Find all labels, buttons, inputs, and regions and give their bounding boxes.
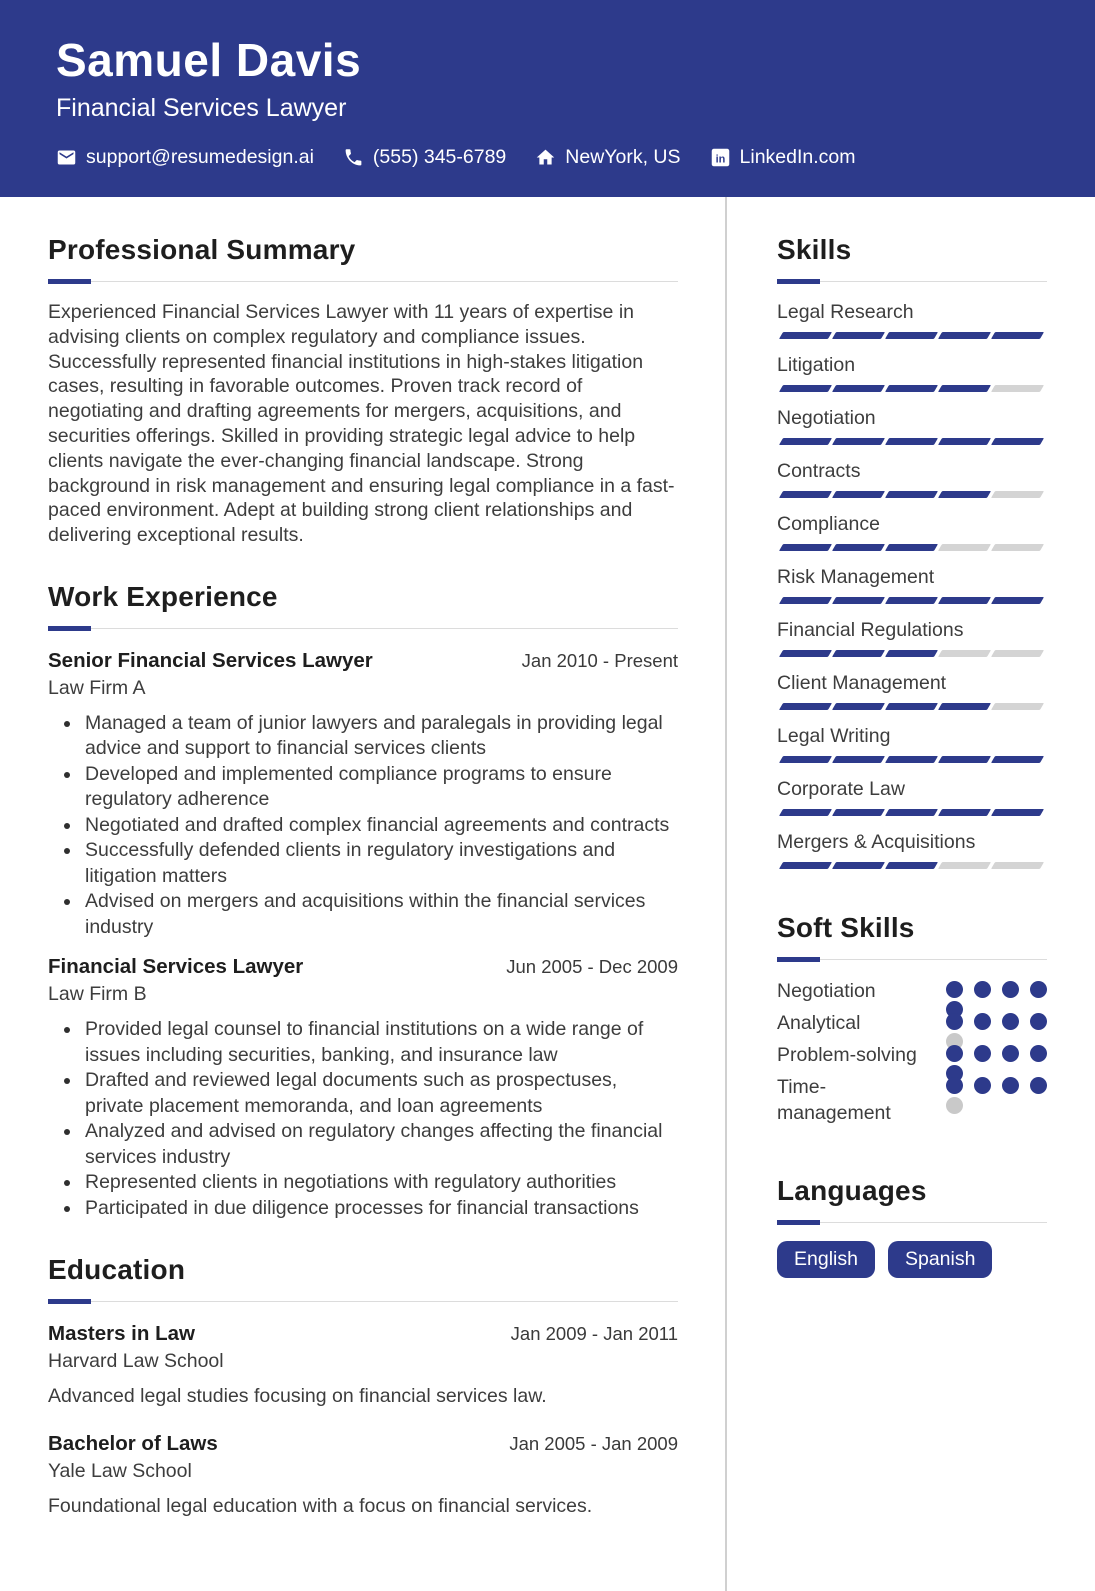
skill-bar-segment (832, 756, 885, 763)
email-icon (56, 147, 77, 168)
job-bullet: Advised on mergers and acquisitions within the financial services industry (85, 889, 678, 940)
skills-heading: Skills (777, 234, 852, 265)
job-bullet: Managed a team of junior lawyers and paralegals in providing legal advice and support to financial services clients (85, 711, 678, 762)
skill-bar-segment (938, 438, 991, 445)
skill-bar (777, 332, 1047, 339)
skill-bar-segment (779, 650, 832, 657)
education-description: Advanced legal studies focusing on financial services law. (48, 1385, 547, 1408)
skill-bar (777, 703, 1047, 710)
skill-bar-segment (991, 597, 1044, 604)
skill-bar-segment (885, 491, 938, 498)
rating-dot (974, 1045, 991, 1062)
soft-skills-section (777, 911, 1047, 1132)
skill-bar-segment (885, 544, 938, 551)
contact-text: (555) 345-6789 (372, 146, 507, 168)
skill-bar-segment (779, 809, 832, 816)
person-job-title: Financial Services Lawyer (56, 94, 347, 122)
skill-item (777, 777, 1047, 816)
skill-bar-segment (779, 438, 832, 445)
rating-dot (1030, 1013, 1047, 1030)
skill-bar-segment (885, 597, 938, 604)
school-name: Yale Law School (48, 1460, 192, 1483)
language-pill: English (777, 1241, 875, 1278)
soft-skill-item (777, 978, 1047, 1010)
education-list (48, 1320, 678, 1519)
skill-bar-segment (991, 703, 1044, 710)
skill-bar-segment (991, 491, 1044, 498)
content (0, 197, 1095, 1591)
skill-bar-segment (938, 491, 991, 498)
contact-text: LinkedIn.com (739, 146, 856, 168)
skill-bar (777, 809, 1047, 816)
job-entry (48, 647, 678, 941)
skill-item (777, 830, 1047, 869)
soft-skill-name: Negotiation (777, 980, 876, 1002)
job-entry (48, 953, 678, 1221)
soft-skills-heading: Soft Skills (777, 912, 915, 943)
rating-dot (946, 1097, 963, 1114)
skill-bar-segment (938, 544, 991, 551)
experience-section (48, 580, 678, 1222)
rating-dot (1030, 1077, 1047, 1094)
skill-name: Corporate Law (777, 778, 905, 800)
skill-name: Negotiation (777, 407, 876, 429)
job-bullet: Represented clients in negotiations with regulatory authorities (85, 1170, 678, 1196)
skill-bar-segment (832, 438, 885, 445)
section-divider (777, 279, 1047, 284)
skill-bar-segment (938, 809, 991, 816)
job-header (48, 647, 678, 674)
summary-section (48, 233, 678, 548)
job-dates: Jan 2010 - Present (521, 649, 678, 671)
skill-list (777, 300, 1047, 869)
rating-dot (974, 981, 991, 998)
skill-item (777, 459, 1047, 498)
job-bullet: Drafted and reviewed legal documents such as prospectuses, private placement memoranda, and loan agreements (85, 1068, 678, 1119)
skill-name: Legal Writing (777, 725, 891, 747)
skill-bar-segment (938, 862, 991, 869)
linkedin-icon (710, 147, 731, 168)
section-divider (48, 279, 678, 284)
contact-item-phone[interactable] (343, 146, 506, 169)
skill-bar-segment (991, 650, 1044, 657)
skill-item (777, 724, 1047, 763)
contact-item-home[interactable] (535, 146, 680, 169)
skill-bar-segment (885, 438, 938, 445)
degree-title: Bachelor of Laws (48, 1432, 218, 1456)
education-dates: Jan 2009 - Jan 2011 (510, 1323, 678, 1345)
section-divider (48, 1299, 678, 1304)
job-bullet: Participated in due diligence processes for financial transactions (85, 1196, 678, 1222)
language-pill: Spanish (888, 1241, 992, 1278)
skill-bar-segment (885, 862, 938, 869)
experience-heading: Work Experience (48, 580, 278, 612)
languages-heading: Languages (777, 1175, 927, 1206)
skill-bar-segment (832, 862, 885, 869)
rating-dot (946, 1077, 963, 1094)
contact-text: NewYork, US (565, 146, 681, 168)
skill-item (777, 671, 1047, 710)
skill-bar-segment (938, 703, 991, 710)
skill-bar (777, 597, 1047, 604)
languages-section (777, 1174, 1047, 1278)
person-name: Samuel Davis (56, 34, 362, 86)
skill-name: Client Management (777, 672, 947, 694)
skill-bar (777, 385, 1047, 392)
soft-skill-name: Analytical (777, 1012, 861, 1034)
section-divider (777, 957, 1047, 962)
skill-bar-segment (938, 332, 991, 339)
skill-bar-segment (779, 544, 832, 551)
skill-bar (777, 438, 1047, 445)
contact-text: support@resumedesign.ai (86, 146, 314, 168)
job-bullet: Analyzed and advised on regulatory changes affecting the financial services industry (85, 1119, 678, 1170)
skill-bar-segment (832, 332, 885, 339)
education-entry (48, 1320, 678, 1409)
language-list (777, 1241, 1047, 1278)
skill-item (777, 565, 1047, 604)
skill-bar-segment (779, 597, 832, 604)
skill-item (777, 406, 1047, 445)
job-title: Financial Services Lawyer (48, 955, 304, 979)
skill-bar-segment (832, 703, 885, 710)
skill-bar-segment (779, 332, 832, 339)
contact-row (56, 146, 1039, 169)
education-header (48, 1430, 678, 1457)
skill-bar-segment (885, 809, 938, 816)
soft-skill-list (777, 978, 1047, 1132)
skill-bar-segment (991, 438, 1044, 445)
skill-bar (777, 862, 1047, 869)
soft-skill-name: Problem-solving (777, 1044, 917, 1066)
skill-bar-segment (832, 544, 885, 551)
soft-skill-dots (946, 1074, 1047, 1114)
skill-bar-segment (885, 385, 938, 392)
rating-dot (946, 981, 963, 998)
skill-bar-segment (779, 491, 832, 498)
skill-bar-segment (938, 597, 991, 604)
skill-bar (777, 544, 1047, 551)
skills-section (777, 233, 1047, 869)
soft-skill-name: Time-management (777, 1076, 891, 1124)
skill-bar-segment (938, 650, 991, 657)
rating-dot (974, 1077, 991, 1094)
skill-bar-segment (991, 756, 1044, 763)
rating-dot (1002, 1045, 1019, 1062)
skill-bar (777, 756, 1047, 763)
rating-dot (1002, 1013, 1019, 1030)
skill-bar-segment (938, 385, 991, 392)
skill-bar-segment (991, 809, 1044, 816)
job-bullet: Successfully defended clients in regulatory investigations and litigation matters (85, 838, 678, 889)
summary-heading: Professional Summary (48, 234, 356, 265)
education-section (48, 1253, 678, 1519)
skill-bar-segment (832, 385, 885, 392)
job-bullet: Developed and implemented compliance programs to ensure regulatory adherence (85, 762, 678, 813)
skill-name: Risk Management (777, 566, 935, 588)
skill-bar-segment (938, 756, 991, 763)
skill-bar-segment (779, 703, 832, 710)
skill-bar-segment (832, 597, 885, 604)
skill-bar-segment (832, 650, 885, 657)
skill-bar-segment (991, 332, 1044, 339)
skill-bar-segment (832, 491, 885, 498)
skill-bar-segment (885, 703, 938, 710)
svg-text:in: in (715, 153, 725, 166)
home-icon (535, 147, 556, 168)
soft-skill-item (777, 1010, 1047, 1042)
header (0, 0, 1095, 197)
skill-name: Compliance (777, 513, 880, 535)
skill-bar-segment (779, 756, 832, 763)
education-description: Foundational legal education with a focus on financial services. (48, 1495, 593, 1518)
rating-dot (1002, 981, 1019, 998)
skill-name: Litigation (777, 354, 856, 376)
job-company: Law Firm B (48, 983, 147, 1006)
contact-item-email[interactable] (56, 146, 314, 169)
job-bullet: Negotiated and drafted complex financial agreements and contracts (85, 813, 678, 839)
skill-bar-segment (991, 862, 1044, 869)
education-entry (48, 1430, 678, 1519)
school-name: Harvard Law School (48, 1350, 224, 1373)
job-list (48, 647, 678, 1222)
contact-item-linkedin[interactable] (710, 146, 856, 169)
education-dates: Jan 2005 - Jan 2009 (509, 1433, 678, 1455)
section-divider (777, 1220, 1047, 1225)
skill-bar-segment (991, 544, 1044, 551)
education-heading: Education (48, 1254, 186, 1286)
skill-bar-segment (832, 809, 885, 816)
job-bullets (48, 1017, 678, 1221)
skill-bar-segment (779, 385, 832, 392)
rating-dot (946, 1045, 963, 1062)
skill-bar-segment (991, 385, 1044, 392)
skill-name: Financial Regulations (777, 619, 964, 641)
job-header (48, 953, 678, 980)
rating-dot (1030, 981, 1047, 998)
job-dates: Jun 2005 - Dec 2009 (506, 956, 678, 978)
education-header (48, 1320, 678, 1347)
degree-title: Masters in Law (48, 1322, 195, 1346)
skill-bar (777, 491, 1047, 498)
section-divider (48, 626, 678, 631)
right-column (727, 197, 1095, 1591)
job-title: Senior Financial Services Lawyer (48, 648, 373, 672)
skill-item (777, 512, 1047, 551)
skill-bar-segment (885, 756, 938, 763)
rating-dot (1002, 1077, 1019, 1094)
job-bullets (48, 711, 678, 941)
rating-dot (1030, 1045, 1047, 1062)
skill-bar-segment (885, 650, 938, 657)
soft-skill-item (777, 1042, 1047, 1074)
job-company: Law Firm A (48, 676, 146, 699)
skill-name: Contracts (777, 460, 861, 482)
skill-item (777, 618, 1047, 657)
job-bullet: Provided legal counsel to financial institutions on a wide range of issues including securities, banking, and insurance law (85, 1017, 678, 1068)
skill-bar-segment (885, 332, 938, 339)
skill-bar (777, 650, 1047, 657)
phone-icon (343, 147, 364, 168)
skill-name: Legal Research (777, 301, 914, 323)
skill-name: Mergers & Acquisitions (777, 831, 976, 853)
skill-item (777, 300, 1047, 339)
skill-item (777, 353, 1047, 392)
skill-bar-segment (779, 862, 832, 869)
rating-dot (974, 1013, 991, 1030)
rating-dot (946, 1013, 963, 1030)
left-column (0, 197, 727, 1591)
summary-text: Experienced Financial Services Lawyer with 11 years of expertise in advising clients on complex regulatory and compliance issues. Successfully represented financial institutions in high-stakes litigation cases, resulting in favorable outcomes. Proven track record of negotiating and drafting agreements for mergers, acquisitions, and securities offerings. Skilled in providing strategic legal advice to help clients navigate the ever-changing financial landscape. Strong background in risk management and ensuring legal compliance in a fast-paced environment. Adept at building strong client relationships and delivering exceptional results. (48, 301, 675, 547)
soft-skill-item (777, 1074, 1047, 1132)
